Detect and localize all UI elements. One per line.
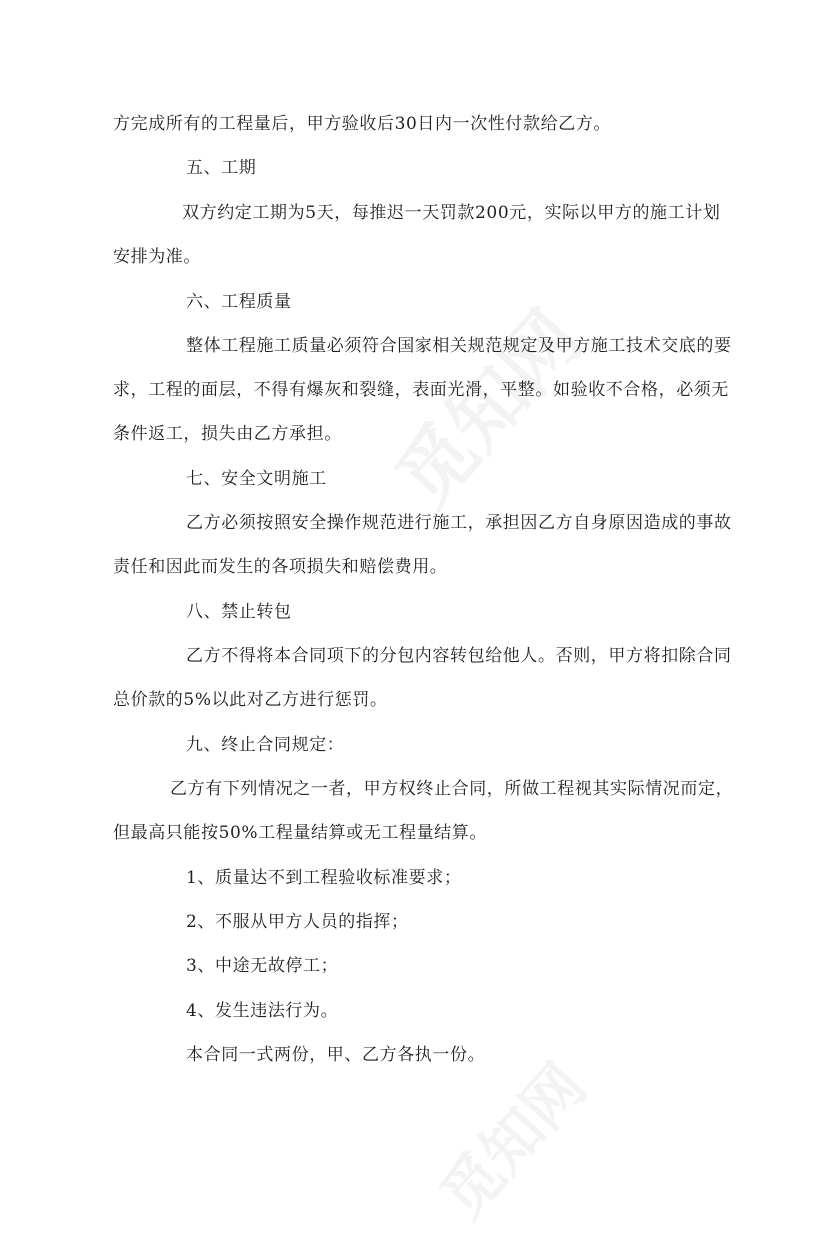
paragraph-line: 方完成所有的工程量后，甲方验收后30日内一次性付款给乙方。 (113, 114, 612, 134)
section-heading-safety: 七、安全文明施工 (186, 469, 327, 489)
closing-line: 本合同一式两份，甲、乙方各执一份。 (186, 1045, 486, 1065)
section-heading-subcontract: 八、禁止转包 (186, 602, 292, 622)
paragraph-line: 乙方有下列情况之一者，甲方权终止合同，所做工程视其实际情况而定， (170, 779, 734, 799)
section-heading-termination: 九、终止合同规定： (186, 735, 345, 755)
paragraph-line: 安排为准。 (113, 247, 201, 267)
paragraph-line: 双方约定工期为5天，每推迟一天罚款200元，实际以甲方的施工计划 (182, 203, 721, 223)
list-item: 1、质量达不到工程验收标准要求； (186, 868, 462, 888)
paragraph-line: 求，工程的面层，不得有爆灰和裂缝，表面光滑，平整。如验收不合格，必须无 (113, 380, 729, 400)
section-heading-schedule: 五、工期 (186, 158, 257, 178)
paragraph-line: 责任和因此而发生的各项损失和赔偿费用。 (113, 557, 448, 577)
paragraph-line: 但最高只能按50%工程量结算或无工程量结算。 (113, 823, 487, 843)
watermark (418, 1042, 602, 1233)
paragraph-line: 乙方不得将本合同项下的分包内容转包给他人。否则，甲方将扣除合同 (186, 646, 732, 666)
list-item: 3、中途无故停工； (186, 956, 339, 976)
section-heading-quality: 六、工程质量 (186, 292, 292, 312)
list-item: 2、不服从甲方人员的指挥； (186, 912, 409, 932)
paragraph-line: 乙方必须按照安全操作规范进行施工，承担因乙方自身原因造成的事故 (186, 513, 732, 533)
paragraph-line: 条件返工，损失由乙方承担。 (113, 424, 342, 444)
paragraph-line: 总价款的5%以此对乙方进行惩罚。 (113, 690, 388, 710)
watermark (367, 283, 601, 525)
list-item: 4、发生违法行为。 (186, 1001, 339, 1021)
paragraph-line: 整体工程施工质量必须符合国家相关规范规定及甲方施工技术交底的要 (186, 336, 732, 356)
